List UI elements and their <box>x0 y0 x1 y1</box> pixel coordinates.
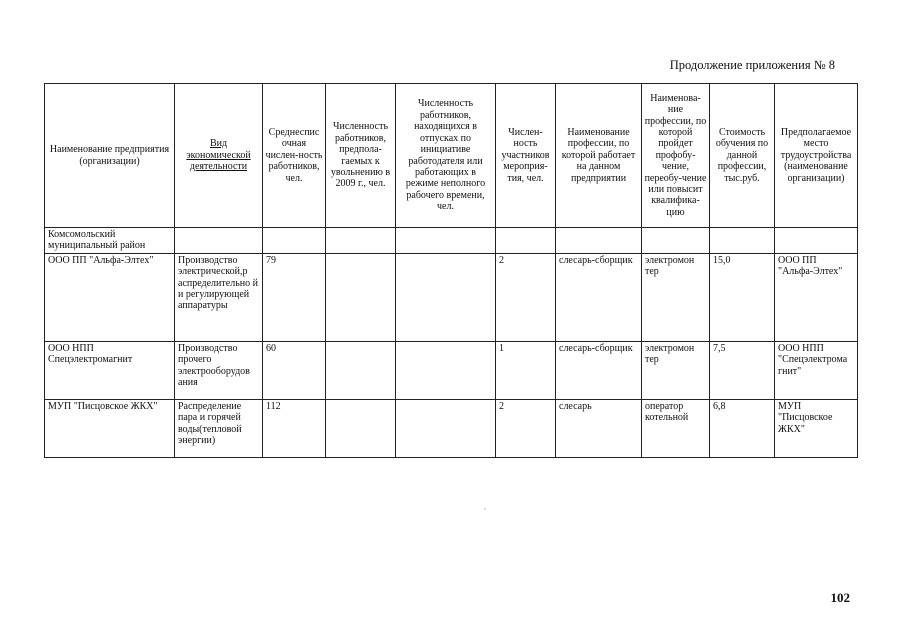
col-header-training-cost: Стоимость обучения по данной профессии, тыс.руб. <box>710 84 775 228</box>
col-header-avg-staff: Среднеспис очная числен-ность работников, чел. <box>263 84 326 228</box>
cell-employment: ООО НПП "Спецэлектрома гнит" <box>775 341 858 399</box>
col-header-current-profession: Наименование профессии, по которой работает на данном предприятии <box>556 84 642 228</box>
cell-employment: МУП "Писцовское ЖКХ" <box>775 399 858 457</box>
cell-part-time <box>396 341 496 399</box>
cell-avg-staff: 60 <box>263 341 326 399</box>
table-row <box>45 341 858 399</box>
cell-current-profession: слесарь-сборщик <box>556 253 642 341</box>
cell-participants: 2 <box>496 253 556 341</box>
cell-dismissal <box>326 399 396 457</box>
cell-current-profession: слесарь-сборщик <box>556 341 642 399</box>
continuation-header: Продолжение приложения № 8 <box>669 58 835 72</box>
cell-activity: Распределение пара и горячей воды(тепловой энергии) <box>175 399 263 457</box>
cell-activity: Производство прочего электрооборудов ания <box>175 341 263 399</box>
cell-organization: ООО ПП "Альфа-Элтех" <box>45 253 175 341</box>
col-header-activity: Вид экономической деятельности <box>175 84 263 228</box>
cell-training-cost: 7,5 <box>710 341 775 399</box>
cell-participants: 1 <box>496 341 556 399</box>
table-header-row <box>45 84 858 228</box>
cell-activity: Производство электрической,р аспределительно й и регулирующей аппаратуры <box>175 253 263 341</box>
cell-organization: ООО НПП Спецэлектромагнит <box>45 341 175 399</box>
cell-participants: 2 <box>496 399 556 457</box>
col-header-dismissal: Численность работников, предпола-гаемых к увольнению в 2009 г., чел. <box>326 84 396 228</box>
cell-part-time <box>396 253 496 341</box>
section-label: Комсомольский муниципальный район <box>45 228 175 254</box>
cell-avg-staff: 79 <box>263 253 326 341</box>
cell-avg-staff: 112 <box>263 399 326 457</box>
col-header-participants: Числен-ность участников мероприя-тия, чел. <box>496 84 556 228</box>
cell-training-profession: электромон тер <box>642 341 710 399</box>
cell-current-profession: слесарь <box>556 399 642 457</box>
page-number: 102 <box>830 590 850 605</box>
cell-employment: ООО ПП "Альфа-Элтех" <box>775 253 858 341</box>
cell-organization: МУП "Писцовское ЖКХ" <box>45 399 175 457</box>
cell-dismissal <box>326 341 396 399</box>
cell-dismissal <box>326 253 396 341</box>
cell-training-profession: электромон тер <box>642 253 710 341</box>
col-header-organization: Наименование предприятия (организации) <box>45 84 175 228</box>
section-row <box>45 228 858 254</box>
cell-training-cost: 6,8 <box>710 399 775 457</box>
cell-training-cost: 15,0 <box>710 253 775 341</box>
col-header-training-profession: Наименова-ние профессии, по которой пройдет профобу-чение, переобу-чение или повысит квалифика-цию <box>642 84 710 228</box>
retraining-table <box>44 83 858 458</box>
col-header-part-time: Численность работников, находящихся в отпусках по инициативе работодателя или работающих в режиме неполного рабочего времени, чел. <box>396 84 496 228</box>
table-row <box>45 399 858 457</box>
col-header-employment: Предполагаемое место трудоустройства (наименование организации) <box>775 84 858 228</box>
table-row <box>45 253 858 341</box>
scan-artifact <box>484 508 486 510</box>
cell-part-time <box>396 399 496 457</box>
cell-training-profession: оператор котельной <box>642 399 710 457</box>
